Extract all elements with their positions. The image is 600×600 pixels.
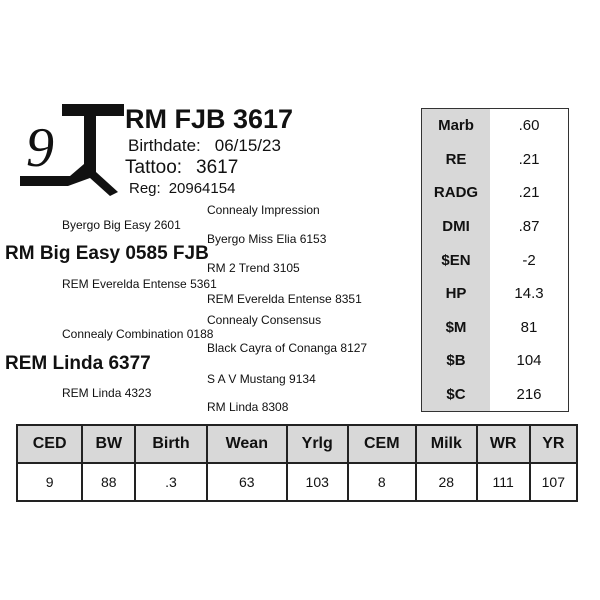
epd-bottom-table	[16, 424, 578, 502]
epd-row	[422, 176, 569, 210]
pedigree-sdd: REM Everelda Entense 8351	[207, 292, 362, 306]
table-cell: 88	[82, 463, 135, 501]
table-cell: 111	[477, 463, 530, 501]
epd-value: .60	[490, 109, 569, 143]
registration-row	[129, 180, 235, 197]
epd-label: $C	[422, 378, 491, 412]
epd-value: 104	[490, 344, 569, 378]
brand-number: 9	[26, 117, 54, 179]
epd-value: 14.3	[490, 277, 569, 311]
table-cell: .3	[135, 463, 206, 501]
pedigree-dds: S A V Mustang 9134	[207, 372, 316, 386]
pedigree-sss: Connealy Impression	[207, 203, 320, 217]
birthdate-value: 06/15/23	[214, 136, 281, 155]
pedigree-dsd: Black Cayra of Conanga 8127	[207, 341, 368, 355]
column-header: WR	[477, 425, 530, 463]
epd-label: RE	[422, 143, 491, 177]
table-cell: 8	[348, 463, 416, 501]
birthdate-row	[128, 136, 281, 156]
table-cell: 103	[287, 463, 348, 501]
pedigree-sire: RM Big Easy 0585 FJB	[5, 243, 209, 264]
column-header: Yrlg	[287, 425, 348, 463]
epd-label: HP	[422, 277, 491, 311]
epd-label: $EN	[422, 243, 491, 277]
epd-row	[422, 243, 569, 277]
epd-label: Marb	[422, 109, 491, 143]
tattoo-row	[125, 157, 238, 179]
animal-name: RM FJB 3617	[125, 104, 294, 134]
pedigree-dd: REM Linda 4323	[62, 386, 152, 400]
pedigree-dam: REM Linda 6377	[5, 353, 151, 374]
column-header: Wean	[207, 425, 287, 463]
table-cell: 107	[530, 463, 577, 501]
epd-value: .21	[490, 143, 569, 177]
pedigree-sd: REM Everelda Entense 5361	[62, 277, 217, 291]
pedigree-ss: Byergo Big Easy 2601	[62, 218, 181, 232]
epd-row	[422, 210, 569, 244]
epd-row	[422, 311, 569, 345]
birthdate-label: Birthdate:	[128, 136, 201, 155]
tattoo-value: 3617	[196, 157, 239, 178]
epd-row	[422, 277, 569, 311]
column-header: CED	[17, 425, 82, 463]
reg-value: 20964154	[168, 180, 236, 197]
column-header: CEM	[348, 425, 416, 463]
column-header: Birth	[135, 425, 206, 463]
epd-value: 216	[490, 378, 569, 412]
epd-row	[422, 378, 569, 412]
column-header: Milk	[416, 425, 477, 463]
epd-value: 81	[490, 311, 569, 345]
epd-label: DMI	[422, 210, 491, 244]
epd-row	[422, 143, 569, 177]
epd-row	[422, 344, 569, 378]
tattoo-label: Tattoo:	[125, 157, 183, 178]
table-cell: 28	[416, 463, 477, 501]
reg-label: Reg:	[129, 180, 161, 197]
epd-value-row	[17, 463, 577, 501]
table-cell: 9	[17, 463, 82, 501]
epd-label: $B	[422, 344, 491, 378]
column-header: BW	[82, 425, 135, 463]
pedigree-ddd: RM Linda 8308	[207, 400, 289, 414]
pedigree-dss: Connealy Consensus	[207, 313, 322, 327]
epd-value: .21	[490, 176, 569, 210]
pedigree-ssd: Byergo Miss Elia 6153	[207, 232, 327, 246]
epd-side-table	[421, 108, 569, 412]
brand-logo	[18, 100, 128, 200]
epd-header-row	[17, 425, 577, 463]
epd-row	[422, 109, 569, 143]
column-header: YR	[530, 425, 577, 463]
table-cell: 63	[207, 463, 287, 501]
epd-value: .87	[490, 210, 569, 244]
epd-label: $M	[422, 311, 491, 345]
epd-value: -2	[490, 243, 569, 277]
pedigree-sds: RM 2 Trend 3105	[207, 261, 300, 275]
pedigree-ds: Connealy Combination 0188	[62, 327, 214, 341]
epd-label: RADG	[422, 176, 491, 210]
